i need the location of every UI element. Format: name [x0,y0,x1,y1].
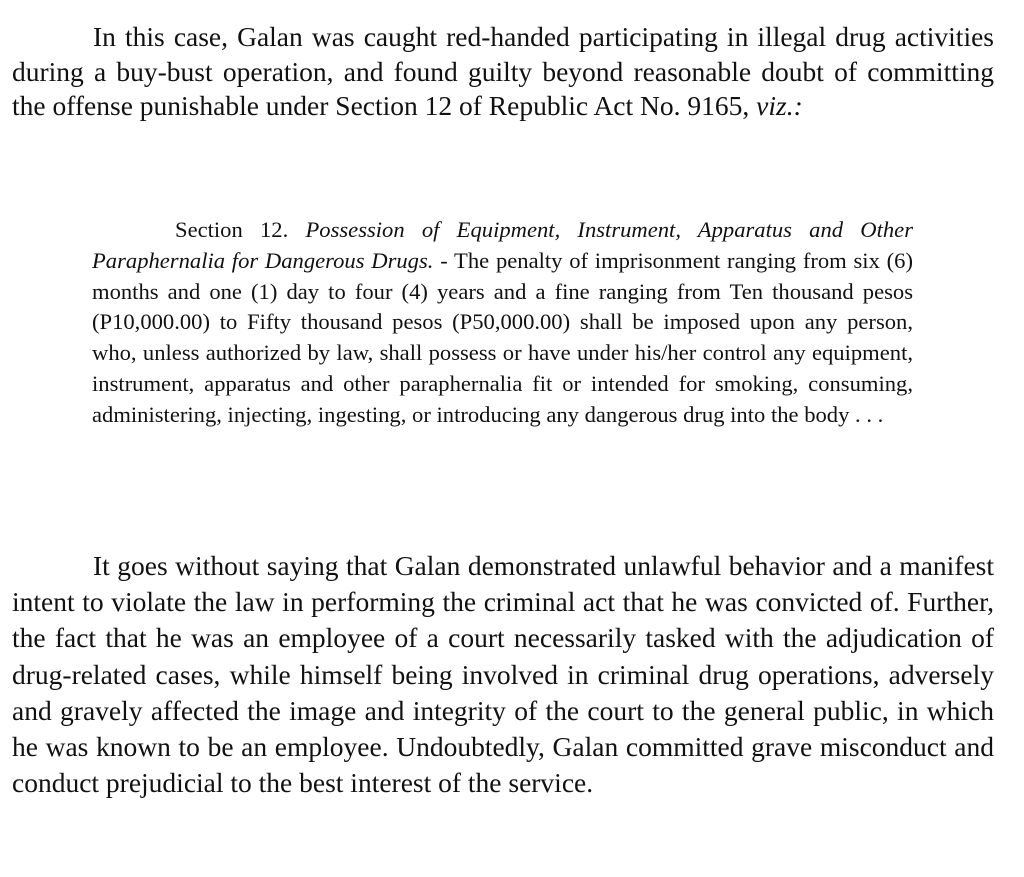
quoted-statute [92,215,913,431]
paragraph-conclusion: It goes without saying that Galan demonstrated unlawful behavior and a manifest intent to violate the law in performing the criminal act that he was convicted of. Further, the fact that he was an employee of a court necessarily tasked with the adjudication of drug-related cases, while himself being involved in criminal drug operations, adversely and gravely affected the image and integrity of the court to the general public, in which he was known to be an employee. Undoubtedly, Galan committed grave misconduct and conduct prejudicial to the best interest of the service. [12,550,994,799]
section-label: Section 12. [175,217,289,242]
viz-abbreviation: viz.: [756,90,803,122]
paragraph-case-facts-text: In this case, Galan was caught red-handed participating in illegal drug activities during a buy-bust operation, and found guilty beyond reasonable doubt of committing the offense punishable under Section 12 of Republic Act No. 9165, [12,21,994,122]
paragraph-case-facts [12,20,994,124]
section-title: Possession of Equipment, Instrument, Apparatus and Other Paraphernalia for Dangerous Drugs. [92,217,913,273]
section-body: - The penalty of imprisonment ranging from six (6) months and one (1) day to four (4) years and a fine ranging from Ten thousand pesos (P10,000.00) to Fifty thousand pesos (P50,000.00) shall be imposed upon any person, who, unless authorized by law, shall possess or have under his/her control any equipment, instrument, apparatus and other paraphernalia fit or intended for smoking, consuming, administering, injecting, ingesting, or introducing any dangerous drug into the body . . . [92,247,913,427]
